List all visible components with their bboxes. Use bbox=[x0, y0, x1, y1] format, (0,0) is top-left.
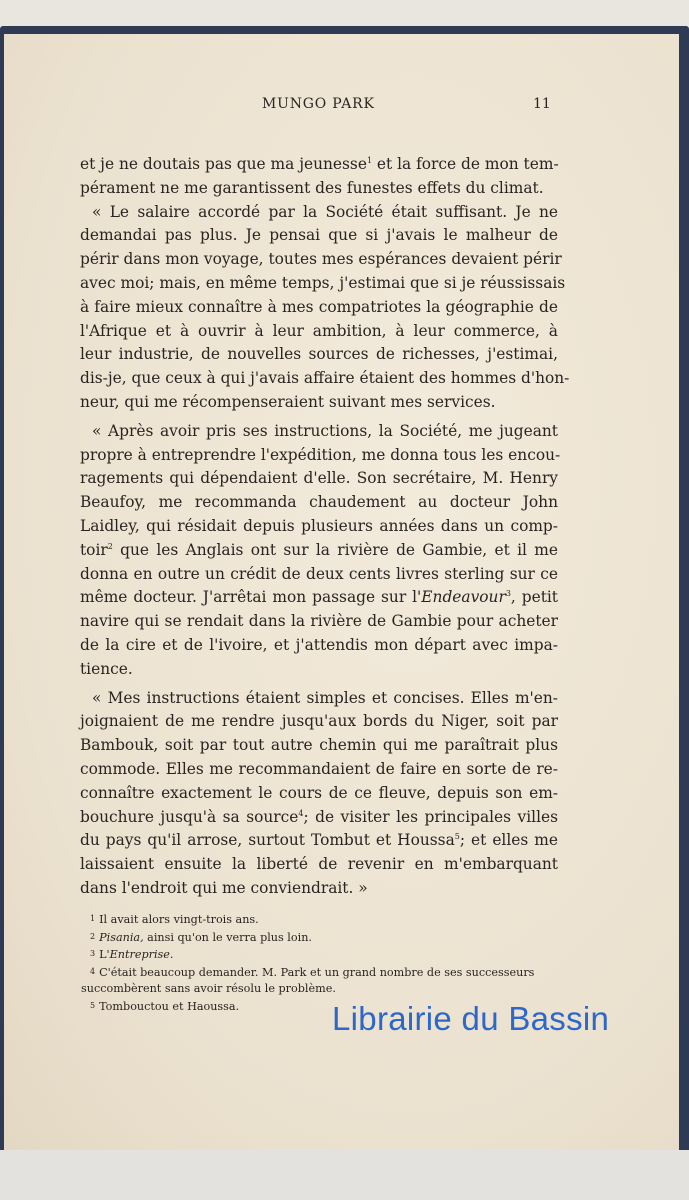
text-line: demandai pas plus. Je pensai que si j'avais le malheur de bbox=[80, 226, 558, 245]
text-line: « Le salaire accordé par la Société était suffisant. Je ne bbox=[92, 202, 558, 221]
text-line: bouchure jusqu'à sa source$^4$; de visiter les principales villes bbox=[80, 807, 558, 826]
text-line: même docteur. J'arrêtai mon passage sur l'Endeavour$^3$, petit bbox=[80, 588, 558, 607]
text-line: à faire mieux connaître à mes compatriotes la géographie de bbox=[80, 297, 558, 316]
text-line: toir$^2$ que les Anglais ont sur la rivière de Gambie, et il me bbox=[80, 540, 558, 559]
text-line: pérament ne me garantissent des funestes effets du climat. bbox=[80, 178, 544, 197]
background bbox=[0, 1150, 689, 1200]
text-line: connaître exactement le cours de ce fleuve, depuis son em- bbox=[80, 783, 558, 802]
text-line: neur, qui me récompenseraient suivant mes services. bbox=[80, 392, 496, 411]
text-line: Bambouk, soit par tout autre chemin qui me paraîtrait plus bbox=[80, 736, 558, 755]
footnote-2: 2 Pisania, ainsi qu'on le verra plus loin. bbox=[90, 930, 312, 944]
text-line: l'Afrique et à ouvrir à leur ambition, à leur commerce, à bbox=[80, 321, 558, 340]
text-line: « Après avoir pris ses instructions, la Société, me jugeant bbox=[92, 421, 558, 440]
footnote-4: 4 C'était beaucoup demander. M. Park et un grand nombre de ses successeurs bbox=[90, 965, 535, 979]
text-line: dans l'endroit qui me conviendrait. » bbox=[80, 878, 368, 897]
text-line: leur industrie, de nouvelles sources de richesses, j'estimai, bbox=[80, 345, 558, 364]
watermark: Librairie du Bassin bbox=[332, 1000, 610, 1037]
text-line: avec moi; mais, en même temps, j'estimai que si je réussissais bbox=[80, 273, 566, 292]
body-text bbox=[80, 153, 570, 901]
running-title: MUNGO PARK bbox=[262, 96, 375, 112]
text-line: du pays qu'il arrose, surtout Tombut et Houssa$^5$; et elles me bbox=[80, 831, 558, 850]
text-line: donna en outre un crédit de deux cents livres sterling sur ce bbox=[80, 564, 558, 583]
text-line: « Mes instructions étaient simples et concises. Elles m'en- bbox=[92, 688, 558, 707]
text-line: et je ne doutais pas que ma jeunesse$^1$ et la force de mon tem- bbox=[80, 155, 559, 173]
text-line: ragements qui dépendaient d'elle. Son secrétaire, M. Henry bbox=[80, 469, 558, 488]
text-line: commode. Elles me recommandaient de faire en sorte de re- bbox=[80, 759, 558, 778]
text-line: Beaufoy, me recommanda chaudement au docteur John bbox=[80, 493, 558, 512]
text-line: propre à entreprendre l'expédition, me donna tous les encou- bbox=[80, 445, 561, 464]
text-line: de la cire et de l'ivoire, et j'attendis mon départ avec impa- bbox=[80, 635, 558, 654]
footnote-4-continued: succombèrent sans avoir résolu le problème. bbox=[81, 982, 336, 996]
footnote-1: 1 Il avait alors vingt-trois ans. bbox=[90, 913, 259, 926]
text-line: périr dans mon voyage, toutes mes espérances devaient périr bbox=[80, 250, 562, 269]
text-line: joignaient de me rendre jusqu'aux bords du Niger, soit par bbox=[80, 712, 558, 731]
page-number: 11 bbox=[533, 96, 551, 112]
page-header bbox=[0, 96, 689, 116]
footnote-3: 3 L'Entreprise. bbox=[90, 948, 174, 962]
text-line: navire qui se rendait dans la rivière de Gambie pour acheter bbox=[80, 612, 558, 631]
text-line: tience. bbox=[80, 659, 133, 678]
footnote-5: 5 Tombouctou et Haoussa. bbox=[90, 999, 240, 1013]
text-line: Laidley, qui résidait depuis plusieurs années dans un comp- bbox=[80, 516, 558, 535]
text-line: dis-je, que ceux à qui j'avais affaire étaient des hommes d'hon- bbox=[80, 369, 570, 388]
text-line: laissaient ensuite la liberté de revenir en m'embarquant bbox=[80, 855, 558, 874]
